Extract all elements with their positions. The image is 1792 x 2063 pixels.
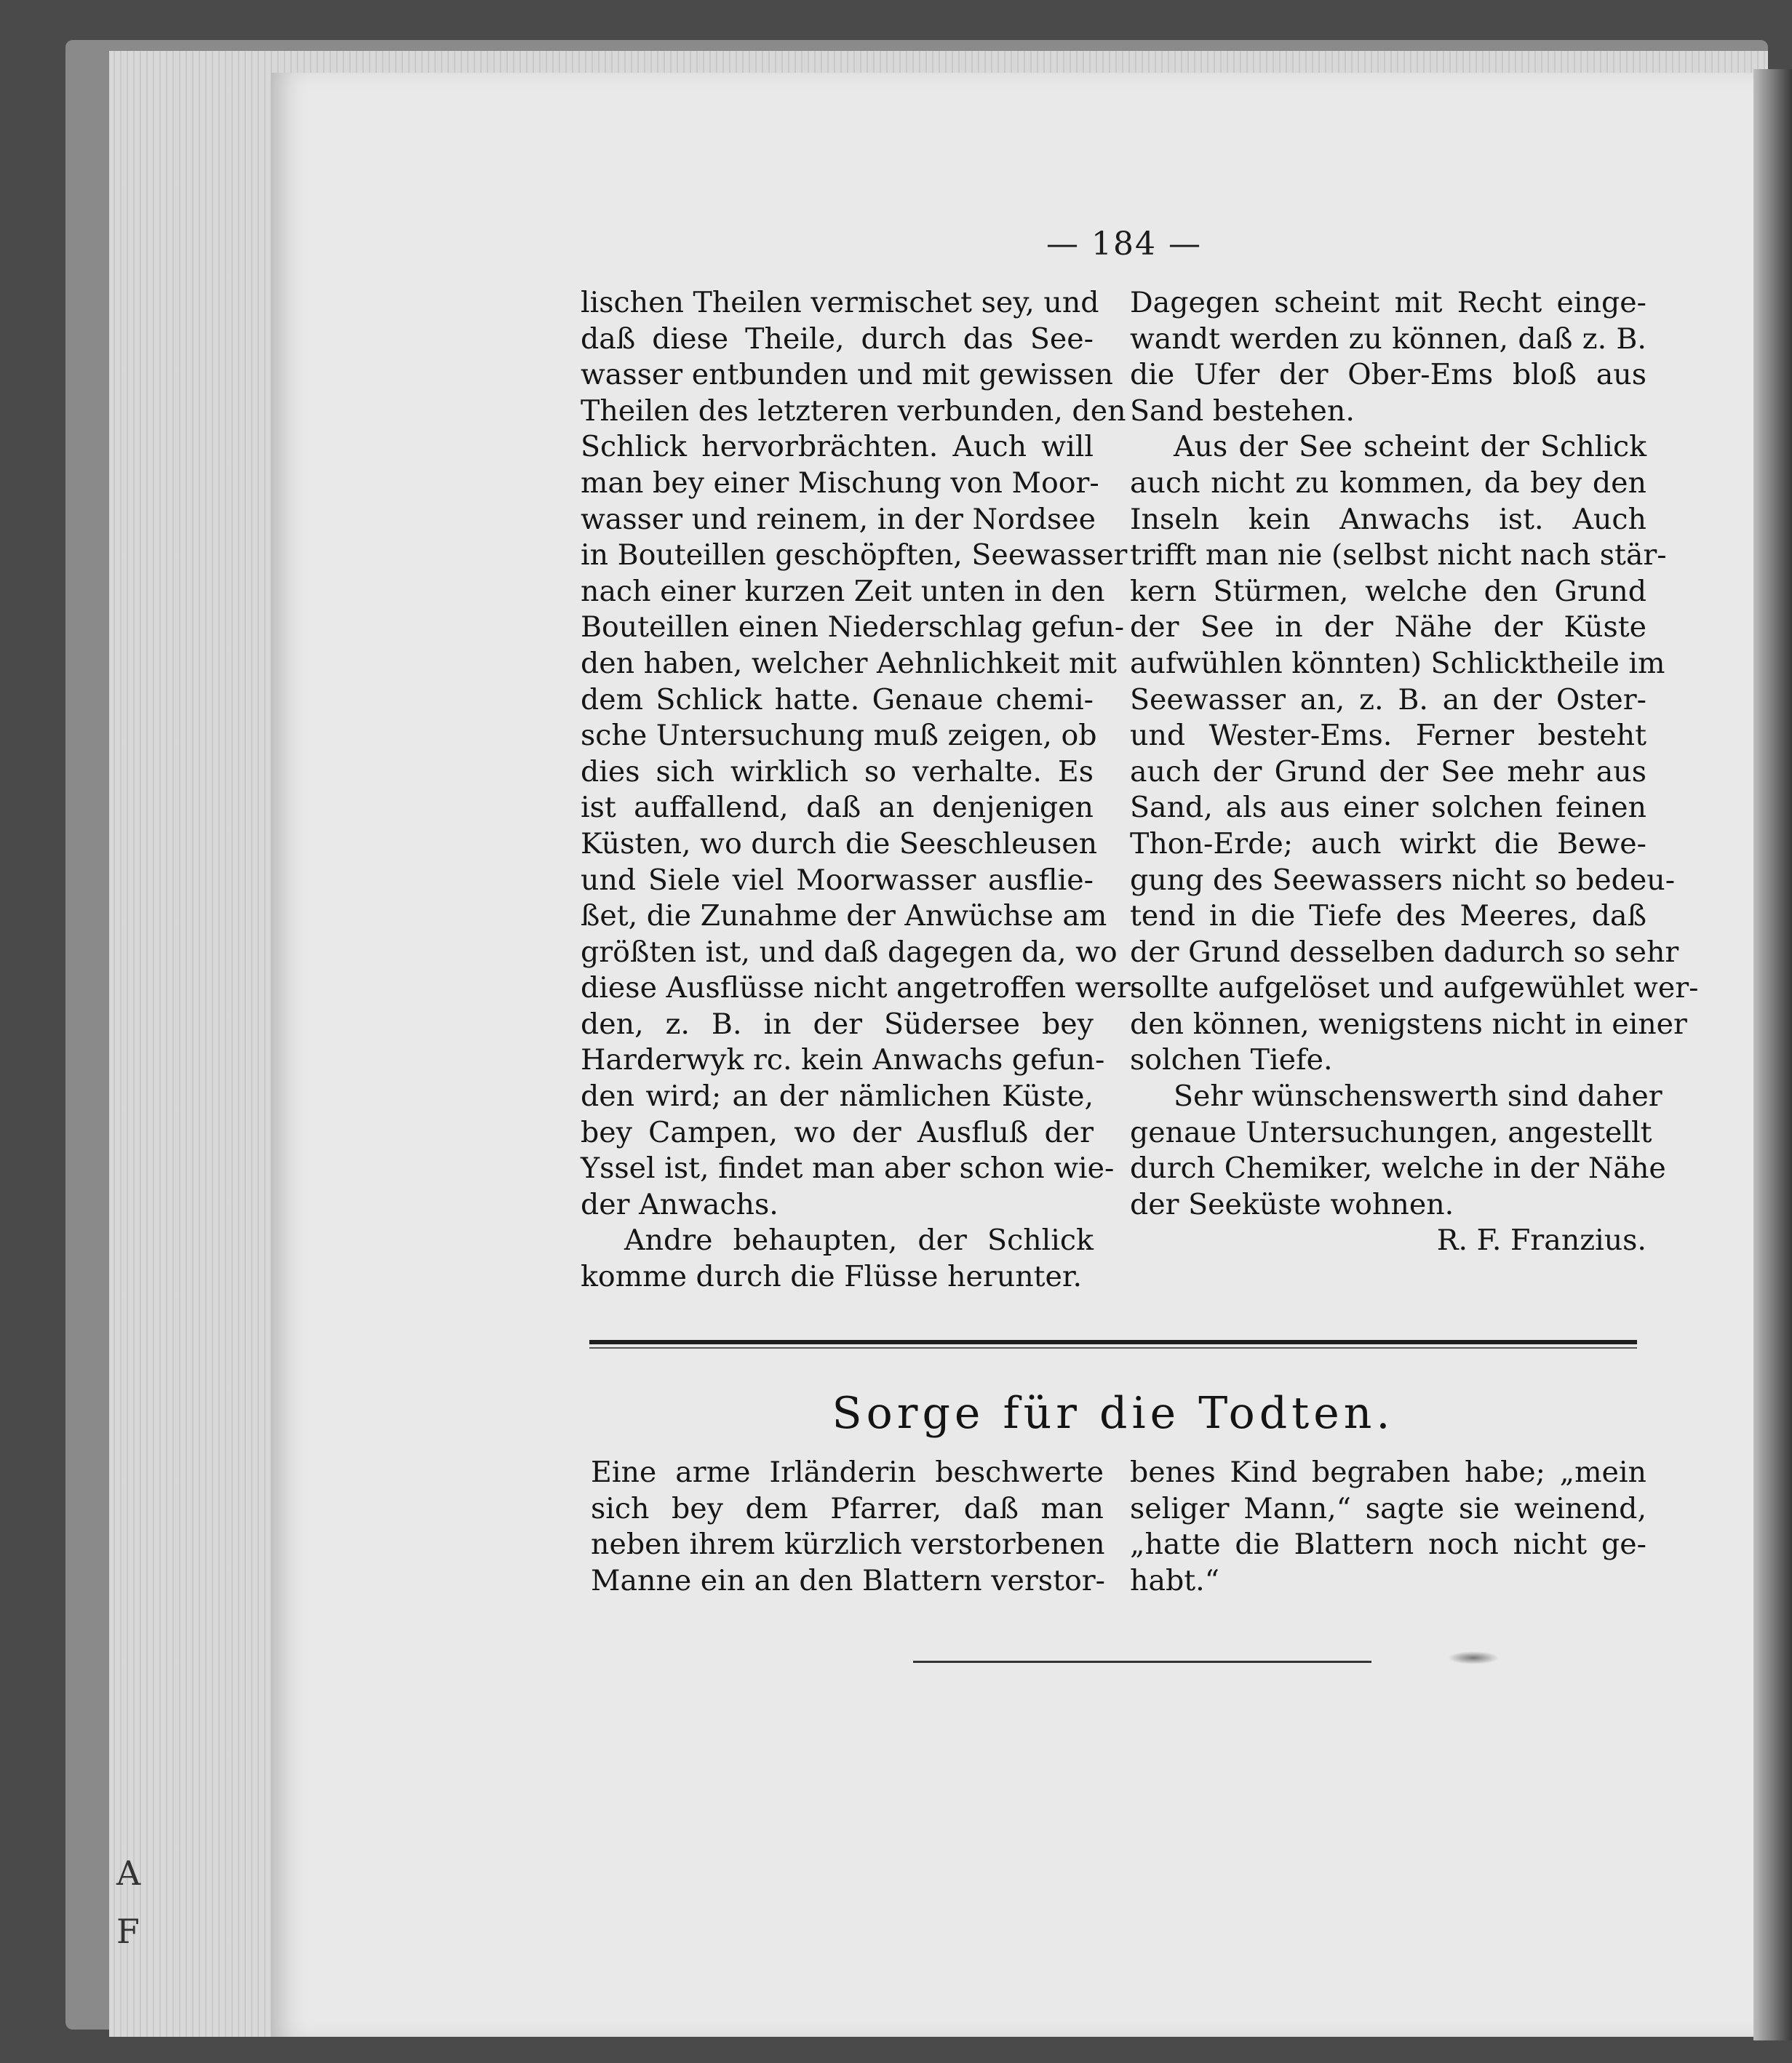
text-line: den können, wenigstens nicht in einer [1130,1007,1687,1041]
text-line: Andre behaupten, der Schlick [624,1224,1094,1258]
text-line: dem Schlick hatte. Genaue chemi- [581,682,1094,717]
article-column-right [1130,285,1699,1259]
text-line: bey Campen, wo der Ausfluß der [581,1115,1094,1149]
text-line: Thon-Erde; auch wirkt die Bewe- [1130,826,1646,861]
text-line: ßet, die Zunahme der Anwüchse am [581,899,1107,933]
text-line: Sehr wünschenswerth sind daher [1174,1080,1662,1114]
text-line: Aus der See scheint der Schlick [1174,430,1646,464]
text-line: diese Ausflüsse nicht angetroffen wer- [581,971,1141,1005]
text-line: seliger Mann,“ sagte sie weinend, [1130,1491,1646,1525]
section-title: Sorge für die Todten. [832,1388,1395,1439]
text-line: gung des Seewassers nicht so bedeu- [1130,863,1676,897]
text-line: Manne ein an den Blattern verstor- [591,1563,1105,1597]
text-line: „hatte die Blattern noch nicht ge- [1130,1528,1646,1562]
text-line: genaue Untersuchungen, angestellt [1130,1115,1652,1149]
text-line: Bouteillen einen Niederschlag gefun- [581,610,1125,645]
text-line: habt.“ [1130,1563,1219,1597]
text-line: R. F. Franzius. [1436,1224,1646,1258]
text-line: den haben, welcher Aehnlichkeit mit [581,646,1117,680]
text-line: sche Untersuchung muß zeigen, ob [581,719,1097,753]
text-line: wasser und reinem, in der Nordsee [581,502,1096,536]
section-divider-thin [589,1347,1637,1349]
text-line: kern Stürmen, welche den Grund [1130,574,1646,608]
text-line: Küsten, wo durch die Seeschleusen [581,826,1098,861]
text-line: Eine arme Irländerin beschwerte [591,1456,1104,1489]
text-line: und Siele viel Moorwasser ausflie- [581,863,1094,897]
text-line: daß diese Theile, durch das See- [581,322,1094,356]
text-line: größten ist, und daß dagegen da, wo [581,935,1118,969]
text-line: in Bouteillen geschöpften, Seewasser [581,538,1128,572]
text-line: der Anwachs. [581,1187,778,1221]
text-line: den wird; an der nämlichen Küste, [581,1080,1094,1114]
text-line: sollte aufgelöset und aufgewühlet wer- [1130,971,1699,1005]
text-line: lischen Theilen vermischet sey, und [581,286,1099,319]
text-line: wasser entbunden und mit gewissen [581,358,1113,392]
text-line: auch nicht zu kommen, da bey den [1130,466,1646,500]
text-line: Theilen des letzteren verbunden, den [581,394,1126,428]
margin-mark: F [116,1912,140,1951]
text-line: wandt werden zu können, daß z. B. [1130,322,1646,356]
text-line: auch der Grund der See mehr aus [1130,754,1646,789]
text-line: tend in die Tiefe des Meeres, daß [1130,899,1646,933]
text-line: aufwühlen könnten) Schlicktheile im [1130,646,1665,680]
text-line: Inseln kein Anwachs ist. Auch [1130,502,1646,536]
page-number: — 184 — [1046,226,1202,263]
facing-page-edge [1753,69,1792,2040]
text-line: dies sich wirklich so verhalte. Es [581,754,1094,789]
text-line: nach einer kurzen Zeit unten in den [581,574,1105,608]
text-line: Harderwyk rc. kein Anwachs gefun- [581,1043,1105,1077]
text-line: der Seeküste wohnen. [1130,1187,1454,1221]
text-line: neben ihrem kürzlich verstorbenen [591,1528,1105,1562]
text-line: Dagegen scheint mit Recht einge- [1130,286,1646,319]
section-column-right [1130,1455,1646,1599]
text-line: man bey einer Mischung von Moor- [581,466,1099,500]
text-line: ist auffallend, daß an denjenigen [581,791,1094,825]
text-line: Seewasser an, z. B. an der Oster- [1130,682,1646,717]
text-line: Sand, als aus einer solchen feinen [1130,791,1646,825]
text-line: Sand bestehen. [1130,394,1355,428]
text-line: komme durch die Flüsse herunter. [581,1260,1083,1294]
article-column-left [581,285,1141,1296]
text-line: der See in der Nähe der Küste [1130,610,1646,645]
end-rule [913,1661,1371,1663]
text-line: Yssel ist, findet man aber schon wie- [581,1152,1115,1186]
section-divider [589,1340,1637,1344]
margin-mark: A [116,1853,141,1893]
text-line: die Ufer der Ober-Ems bloß aus [1130,358,1646,392]
ink-smudge [1448,1651,1499,1664]
text-line: sich bey dem Pfarrer, daß man [591,1491,1104,1525]
text-line: trifft man nie (selbst nicht nach stär- [1130,538,1667,572]
text-line: benes Kind begraben habe; „mein [1130,1456,1646,1489]
section-column-left [591,1455,1104,1599]
text-line: den, z. B. in der Südersee bey [581,1007,1094,1041]
text-line: solchen Tiefe. [1130,1043,1333,1077]
text-line: Schlick hervorbrächten. Auch will [581,430,1094,464]
text-line: der Grund desselben dadurch so sehr [1130,935,1679,969]
text-line: durch Chemiker, welche in der Nähe [1130,1152,1666,1186]
text-line: und Wester-Ems. Ferner besteht [1130,719,1646,753]
